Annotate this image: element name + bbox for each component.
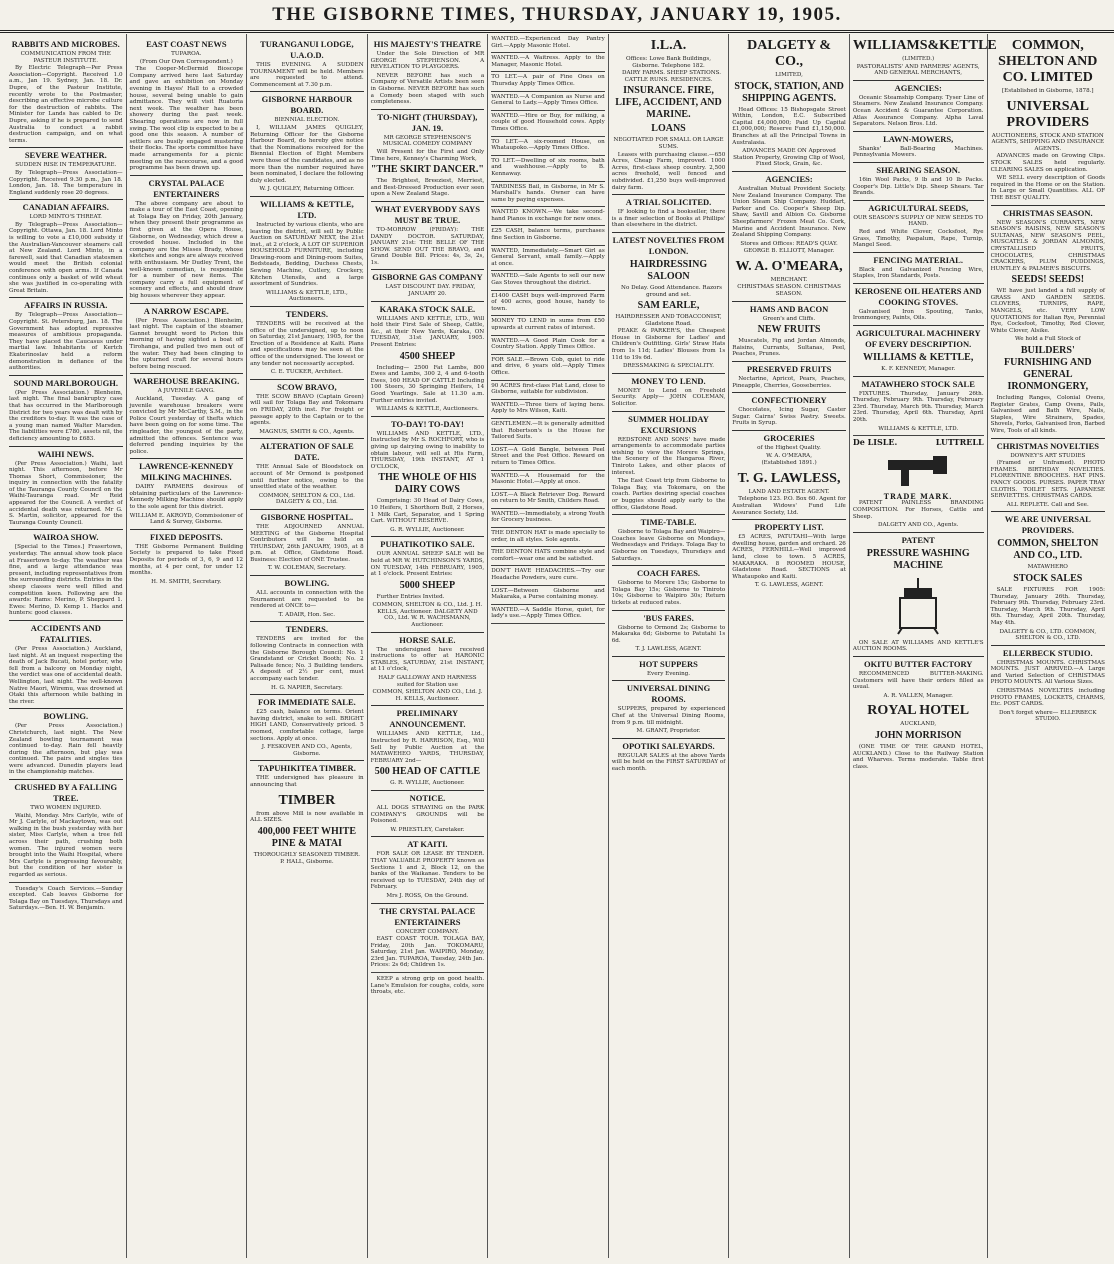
branding-composition: PATENT PAINLESS BRANDING COMPOSITION. For Horses, Cattle and Sheep. [852,500,984,520]
classified-ad: WANTED KNOWN.—We take second-hand Pianos in exchange for new ones. [491,207,605,226]
headline-weather: SEVERE WEATHER. [9,147,123,161]
headline-scow: SCOW BRAVO, [250,379,364,393]
subhead-tuparoa: TUPAROA. [171,51,202,57]
dalgety-advances: ADVANCES MADE ON Approved Station Property, Growing Clip of Wool, Fixed Stock, Grain, &c. [733,148,846,168]
ad-karaka-2: Including— 2500 Fat Lambs, 800 Ewes and Lambs, 300 2, 4 and 6-tooth Ewes, 160 HEAD OF CATTLE Including 100 Steers, 30 Springing Heifers, 14 Good Yearlings. Sale at 11.30 a.m. Further entries invited. [370,364,485,404]
headline-accidents: ACCIDENTS AND FATALITIES. [9,620,123,645]
ellerbeck-sign: Don't forget where— ELLERBECK STUDIO. [999,709,1097,723]
headline-property-list: PROPERTY LIST. [732,519,846,533]
headline-lodge: TURANGANUI LODGE, U.A.O.D. [260,39,354,60]
headline-today: TO-DAY! TO-DAY! [371,416,485,430]
pressure-washing: PRESSURE WASHING MACHINE [866,547,970,571]
classified-ad: £1400 CASH buys well-improved Farm of 400 acres, good house, handy to town. [491,291,605,317]
headline-bus-fares: 'BUS FARES. [612,610,726,624]
sign-alteration: COMMON, SHELTON & CO., Ltd. DALGETY & CO., Ltd. [258,492,355,506]
ad-wk-furniture: Instructed by various clients, who are leaving the district, will sell by Public Auction on SATURDAY NEXT, the 21st inst., at 2 o'clock, A LOT OF SUPERIOR HOUSEHOLD FURNITURE, including Drawing-room and Dining-room Suites, Bedsteads, Bedding, Duchess Chests, Sewing Machine, Cutlery, Crockery, Kitchen Utensils, and a large assortment of Sundries. [250,221,364,288]
classified-ad: £25 CASH, balance terms, purchases fine Section in Gisborne. [491,226,605,245]
headline-trial: A TRIAL SOLICITED. [612,194,726,208]
ironmongery-list: Including Ranges, Colonial Ovens, Register Grates, Camp Ovens, Pails, Galvanised and Bath Wire, Nails, Staples, Wire Strainers, Spades, Shovels, Forks, Galvanised Iron, Barbed Wire, Tools of all kinds. [990,395,1105,434]
dalgety-stores: Stores and Offices: READ'S QUAY. [740,240,838,247]
ad-today: WILLIAMS AND KETTLE, LTD., Instructed by Mr S. ROCHFORT, who is giving up dairying owing to inability to obtain labour, will sell at His Farm, THURSDAY, 19th INSTANT, AT 1 O'CLOCK, [370,430,485,470]
ad-summer: REDSTONE AND SONS' have made arrangements to accommodate parties wishing to view the Morere Springs, the Scenery of the Hangaroa River, Tiniroto Lakes, and other places of interest. [611,436,726,476]
headline-shearing: SHEARING SEASON. [853,162,984,176]
stock-sales-list: SALE FIXTURES FOR 1905: Thursday, January 26th. Thursday, February 9th. Thursday, February 23rd. Thursday, March 9th. Thursday, April 6th. Thursday, April 20th. Thursday, May 4th. [990,586,1105,626]
classified-ad: WANTED.—A Good Plain Cook for a Country Station. Apply Times Office. [491,336,605,355]
classified-ad: LOST.—Between Gisborne and Makaraka, a Purse containing money. [491,586,605,605]
headline-narrow-escape: A NARROW ESCAPE. [130,303,244,317]
subhead-hot-suppers: Every Evening. [646,670,691,677]
headline-preliminary: PRELIMINARY ANNOUNCEMENT. [371,705,485,730]
wk-limited: (LIMITED.) [902,56,935,62]
headline-agri-machinery: AGRICULTURAL MACHINERY OF EVERY DESCRIPTION. [853,325,984,350]
headline-dalgety-agencies: AGENCIES: [732,171,846,185]
newspaper-title: THE GISBORNE TIMES, THURSDAY, JANUARY 19, 1905. [272,4,842,25]
cs-advances: ADVANCES made on Growing Clips. STOCK SALES held regularly. CLEARING SALES on application. [990,153,1105,173]
ellerbeck-text-2: CHRISTMAS NOVELTIES including PHOTO FRAMES, LOCKETS, CHARMS, Etc. POST CARDS. [990,688,1105,708]
article-rabbits: By Electric Telegraph—Per Press Association—Copyright. Received 1.0 a.m., Jan 19. Sydney, Jan. 18. Dr. Dupre, of the Pasteur Institute, recently wrote to the Postmaster, describing an effective microbe culture for the destruction of rabbits. The Minister for Lands has cabled to Dr. Dupre, asking if he is prepared to send Australia to conduct a rabbit destruction campaign, and on what terms. [9,65,123,144]
ad-crystal-tour: EAST COAST TOUR. TOLAGA BAY, Friday, 20th Jan. TOKOMARU, Saturday, 21st Jan. WAIPIRO, Monday, 23rd Jan. TUPAROA, Tuesday, 24th Jan. Prices: 2s 6d; Children 1s. [370,936,485,969]
notice-hospital: THE ADJOURNED ANNUAL MEETING of the Gisborne Hospital Contributors will be held on THURSDAY, 26th JANUARY, 1905, at 8 p.m. at Office, Gladstone Road. Business: Election of ONE Trustee. [250,523,364,563]
headline-immediate-sale: FOR IMMEDIATE SALE. [250,694,364,708]
headline-christmas-season: CHRISTMAS SEASON. [991,205,1105,219]
headline-seeds: SEEDS! SEEDS! [1011,274,1085,286]
headline-wk-agencies: AGENCIES: [853,80,984,94]
headline-horse-sale: HORSE SALE. [371,632,485,646]
sign-harbour: W. J. QUIGLEY, Returning Officer. [259,186,355,193]
wk-manager: K. F. KENNEDY, Manager. [881,366,956,373]
headline-hams: HAMS AND BACON [732,301,846,315]
headline-confectionery: CONFECTIONERY [732,392,846,406]
article-crystal-palace: The above company are about to make a tour of the East Coast, opening at Tolaga Bay on Friday, 20th January, when they present their programme as first given at the Opera House, Gisborne, on Wednesday, which drew a crowded house. Included in the company are the Misses Brady, whose sketches and songs are always received with enthusiasm. Mr Dudley Trent, the well-known comedian, is responsible for a number of new items. The company carry a full equipment of scenery and effects, and should draw big houses wherever they appear. [129,200,244,299]
classified-ad: WANTED, Immediately.—Smart Girl as General Servant, small family.—Apply at once. [491,246,605,272]
classified-ad: TO LET.—A six-roomed House, on Whataupoko.—Apply Times Office. [491,137,605,156]
dalgety-limited: LIMITED, [775,72,803,78]
bus-fares: Gisborne to Ormond 2s; Gisborne to Makaraka 6d; Gisborne to Patutahi 1s 6d. [611,624,726,644]
headline-milking: LAWRENCE-KENNEDY MILKING MACHINES. [130,458,244,483]
headline-russia: AFFAIRS IN RUSSIA. [9,297,123,311]
omeara-sign: W. A. O'MEARA, [766,452,813,459]
headline-theatre: HIS MAJESTY'S THEATRE [373,39,482,49]
ad-milking-sign: WILLIAM E. AKROYD, Commissioner of Land & Survey, Gisborne. [129,512,243,526]
subhead-company: MR GEORGE STEPHENSON'S MUSICAL COMEDY COMPANY [382,134,473,148]
ad-theatre: Under the Sole Direction of MR GEORGE STEPHENSON. A REVELATION TO PLAYGOERS. [370,51,485,71]
ad-horse-sale: The undersigned have received instructions to offer at HARONIC STABLES, SATURDAY, 21st INSTANT, at 11 o'clock, [370,646,485,673]
headline-stock-sales: STOCK SALES [1013,572,1083,584]
classified-ad: THE DENTON HATS combine style and comfort—wear one and be satisfied. [491,547,605,566]
classified-ad: DON'T HAVE HEADACHES.—Try our Headache Powders, sure cure. [491,566,605,585]
headline-marlborough: SOUND MARLBOROUGH. [9,375,123,389]
ad-sam-earle: SAM EARLE, [637,300,700,312]
sign-kaiti: Mrs J. ROSS, On the Ground. [386,892,469,899]
new-fruits-text: Muscatels, Fig and Jordan Almonds, Raisins, Currants, Sultanas, Peel, Peaches, Prunes. [732,338,846,358]
matawhero-wk: FIXTURES. Thursday, January 26th. Thursday, February 9th. Thursday, February 23rd. Thursday, March 9th. Thursday, March 23rd. Thursday, April 6th. Thursday, April 20th. [852,390,984,424]
coach-fares: Gisborne to Morere 15s; Gisborne to Tolaga Bay 15s; Gisborne to Tiniroto 10s; Gisborne to Waipiro 30s; Return tickets at reduced rates. [611,580,726,606]
seeds-text: WE have just landed a full supply of GRASS AND GARDEN SEEDS. CLOVERS, TURNIPS, RAPE, MANGELS, etc. VERY LOW QUOTATIONS for Italian Rye, Perennial Rye, Cocksfoot, Timothy, Red Clover, White Clover, Alsike. [990,288,1105,334]
headline-everybody: WHAT EVERYBODY SAYS MUST BE TRUE. [371,201,485,226]
novelties-list: (Framed or Unframed). PHOTO FRAMES. BIRTHDAY NOVELTIES. FLORENTINE BROOCHES. HAT PINS. FANCY GOODS. PURSES. PAPER TRAY CLOTHS. TOILET SETS. JAPANESE SERVIETTES. CHRISTMAS CARDS. [990,460,1105,500]
ad-dressmaking: DRESSMAKING & SPECIALITY. [623,363,715,370]
stock-sales-sign: DALGETY & CO., LTD. COMMON, SHELTON & CO., LTD. [999,628,1097,642]
article-russia: By Telegraph—Press Association—Copyright. St. Petersburg, Jan. 18. The Government has adopted repressive measures of ambitious propaganda. They have placed the Caucasus under martial law. Inhabitants of Kertch Ekaterinoslav held a reform demonstration in defiance of the authorities. [9,312,123,372]
classified-ad: TO LET.—Dwelling of six rooms, bath and washhouse.—Apply to B. Kennaway. [491,156,605,182]
sign-immediate-sale: J. FESKOVER AND CO., Agents, Gisborne. [261,744,353,757]
headline-dining: UNIVERSAL DINING ROOMS. [612,680,726,705]
classified-ad: THE DENTON HAT is made specially to order, in all styles. Sole agents. [491,528,605,547]
brand-ila: I.L.A. [650,38,687,53]
classified-ad: LOST.—A Black Retriever Dog. Reward on return to Mr Smith, Childers Road. [491,490,605,509]
cs-name-2: COMMON, SHELTON AND CO., LTD. [997,538,1099,562]
ad-fixed-deposits: THE Gisborne Permanent Building Society is prepared to take Fixed Deposits for periods of 3, 6, 9 and 12 months, at 4 per cent, for under 12 months. [129,543,244,577]
subhead-crushed: TWO WOMEN INJURED. [30,805,102,812]
ad-today-2: Comprising: 30 Head of Dairy Cows, 10 Heifers, 1 Shorthorn Bull, 2 Horses, 1 Milk Cart, Separator, and 1 Spring Cart. WITHOUT RESERVE. [370,498,485,525]
sign-puha: COMMON, SHELTON & CO., Ltd. J. H. KELLS, Auctioneer. DALGETY AND CO., Ltd. W. R. WACHSMANN, Auctioneer. [372,602,483,629]
downey-studies: DOWNEY'S ART STUDIES [1010,452,1086,459]
headline-preserved: PRESERVED FRUITS [732,361,846,375]
groceries-text: of the Highest Quality. [757,445,821,451]
ila-negotiated: NEGOTIATED FOR SMALL OR LARGE SUMS. [613,137,724,150]
headline-tenders: TENDERS. [250,306,364,320]
column-6 [609,34,730,1258]
headline-groceries: GROCERIES [732,430,846,444]
christmas-list: NEW SEASON'S CURRANTS, NEW SEASON'S RAISINS, NEW SEASON'S SULTANAS, NEW SEASON'S PEEL, MUSCATELS & JORDAN ALMONDS, CRYSTALLISED FRUITS, CHOCOLATES, CHRISTMAS CRACKERS, PLUM PUDDINGS, HUNTLEY & PALMER'S BISCUITS. [990,219,1105,272]
headline-christmas-novelties: CHRISTMAS NOVELTIES [991,438,1105,452]
brand-williams-kettle: WILLIAMS&KETTLE [852,38,997,53]
sign-dining: M. GRANT, Proprietor. [636,728,701,735]
headline-gas: GISBORNE GAS COMPANY [371,269,485,283]
headline-canadian: CANADIAN AFFAIRS. [9,199,123,213]
universal-providers: UNIVERSAL PROVIDERS [1006,98,1090,130]
ad-puha-sheep: 5000 SHEEP [399,579,456,591]
lawless-sub: LAND AND ESTATE AGENT. [748,488,830,495]
full-stock: We hold a Full Stock of [1014,336,1081,343]
column-5 [488,34,609,1258]
ad-everybody: TO-MORROW (FRIDAY): THE DANDY DOCTOR. SATURDAY, JANUARY 21st: THE BELLE OF THE SHOW. SEND OUT THE BRAVO, and Grand Double Bill. Prices: 4s, 3s, 2s, 1s. [370,226,485,266]
delisle-label: De LISLE. [852,437,898,448]
sign-tenders-2: H. G. NAPIER, Secretary. [271,684,343,691]
ad-tonight-2: The Brightest, Breeziest, Merriest, and Best-Dressed Production ever seen upon a New Zealand Stage. [370,178,485,198]
timetable: Gisborne to Tolaga Bay and Waipiro—Coaches leave Gisborne on Mondays, Wednesdays and Fridays. Tolaga Bay to Gisborne on Tuesdays, Thursdays and Saturdays. [611,529,726,562]
subhead-rabbits: COMMUNICATION FROM THE PASTEUR INSTITUTE. [20,51,111,64]
brand-lawless: T. G. LAWLESS, [737,470,841,486]
classified-ad: WANTED.—A Waitress. Apply to the Manager, Masonic Hotel. [491,53,605,72]
article-accidents: (Per Press Association.) Auckland, last night. At an inquest respecting the death of Jack Bucati, hotel porter, who fell from a balcony on Monday night, the verdict was one of accidental death. Wellington, last night. The well-known Native Maori, Wiremu, was drowned at Otaki this afternoon while bathing in the river. [9,645,123,705]
headline-tenders-2: TENDERS. [250,621,364,635]
sign-dogs: W. PRIESTLEY, Caretaker. [390,826,465,833]
divider [9,882,123,883]
article-wairoa-show: [Special to the Times.] Frasertown, yesterday. The annual show took place at Frasertown to-day. The weather was fine, and a large attendance was present, including representatives from the surrounding districts. Entries in the sheep classes were well filled and competition keen. Following are the awards: Rams: Merino, P. Sheppard 1. Ewes: Merino, D. Kemp 1. Hacks and hunters: good classes. [9,544,123,617]
ad-preliminary: WILLIAMS AND KETTLE, Ltd., Instructed by R. HARRISON, Esq., Will Sell by Public Auction at the MATAWEHEO YARDS, THURSDAY, FEBRUARY 2nd— [370,731,485,764]
notice-alteration: THE Annual Sale of Bloodstock on account of Mr Ormond is postponed until further notice, owing to the unsettled state of the weather. [250,464,364,491]
ad-dining: SUPPERS, prepared by experienced Chef at the Universal Dining Rooms, from 9 p.m. till midnight. [611,706,726,726]
classified-ad: WANTED.—Experienced Day Pantry Girl.—Apply Masonic Hotel. [491,34,605,53]
shearing: 16in Wool Packs, 9 lb and 10 lb Packs. Cooper's Dip. Little's Dip. Sheep Shears. Tar Brands. [852,176,984,197]
classified-ad: 90 ACRES first-class Flat Land, close to Gisborne, suitable for subdivision. [491,381,605,400]
dalgety-agencies: Australian Mutual Provident Society. New Zealand Insurance Company. The Union Steam Ship Company. Huddart, Parker and Co. Cooper's Sheep Dip. Shaw, Savill and Albion Co. Gisborne Sheepfarmers' Frozen Meat Co. Cork, Marine and Accident Insurance. New Zealand Shipping Company. [732,185,846,239]
lawless-established: (Established 1891.) [761,460,817,467]
sign-preliminary: G. R. WYLLIE, Auctioneer. [390,780,465,787]
column-3 [247,34,368,1258]
notice-dogs: ALL DOGS STRAYING on the PARK COMPANY'S GROUNDS will be Poisoned. [370,804,485,825]
royal-proprietor: JOHN MORRISON [875,729,962,741]
headline-alteration: ALTERATION OF SALE DATE. [250,438,364,463]
ad-peake-parker: PEAKE & PARKER'S, the Cheapest House in Gisborne for Ladies' and Children's Outfitting. Girls' Straw Hats from 1s 11d; Ladies' Blouses from 1s 11d to 19s 6d. [611,328,726,361]
article-waihi: (Per Press Association.) Waihi, last night. This afternoon, before Mr Thomas Short, Commissioner, the inquiry in connection with the fatality of the Tauranga County Council on the Waihi-Tauranga road. Mr Reid appeared for the Council. A verdict of accidental death was returned. Mr G. S. Martin, solicitor, appeared for the Tauranga County Council. [9,460,123,526]
ellerbeck-text: CHRISTMAS MOUNTS. CHRISTMAS MOUNTS. JUST ARRIVED.—A Large and Varied Selection of CHRISTMAS PHOTO MOUNTS. All Various Sizes. [990,659,1105,686]
article-narrow-escape: (Per Press Association.) Blenheim, last night. The captain of the steamer Gannet brought word to Picton this morning of having sighted a boat off Tirohanga, and pulled two men out of the water. They had been clinging to the upturned craft for several hours before being rescued. [129,317,244,370]
newspaper-page [6,34,1108,1258]
headline-patent: PATENT [853,532,984,546]
headline-notice: NOTICE. [371,790,485,804]
classified-ad: GENTLEMEN.—It is generally admitted that Robertson's is the House for Tailored Suits. [491,419,605,445]
headline-bowling-notice: BOWLING. [250,575,364,589]
headline-okitu: OKITU BUTTER FACTORY [853,656,984,670]
ad-karaka: WILLIAMS AND KETTLE, LTD., Will hold their First Sale of Sheep, Cattle, &c., at their New Yards, Karaka, ON TUESDAY, 31st JANUARY, 1905. Present Entries: [370,315,485,349]
classified-ads [491,34,605,624]
wk-name-2: WILLIAMS & KETTLE, [863,352,974,364]
column-2 [127,34,248,1258]
column-9 [988,34,1108,1258]
ad-hairdressing: HAIRDRESSING SALOON [629,258,708,282]
headline-latest: LATEST NOVELTIES FROM LONDON. [612,232,726,257]
sign-hospital: T. W. COLEMAN, Secretary. [267,565,346,572]
brand-royal-hotel: ROYAL HOTEL [867,703,970,719]
headline-ellerbeck: ELLERBECK STUDIO. [991,645,1105,659]
headline-bowling: BOWLING. [9,708,123,722]
luttrell-label: LUTTRELL [935,437,984,448]
notice-bowling: ALL accounts in connection with the Tournament are requested to be rendered at ONCE to— [250,590,364,610]
ad-timber-seasoned: THOROUGHLY SEASONED TIMBER. [253,851,361,858]
ad-timber-intro: THE undersigned has pleasure in announcing that [250,775,364,788]
classified-ad: WANTED.—A Companion as Nurse and General to Lady.—Apply Times Office. [491,92,605,111]
dalgety-manager: GEORGE B. ELLIOTT, Manager. [743,248,835,255]
headline-wk-furniture: WILLIAMS & KETTLE, LTD. [250,196,364,221]
agri-seeds-sub: OUR SEASON'S SUPPLY OF NEW SEEDS TO HAND. [853,214,984,228]
article-crushed: Waihi, Monday. Mrs Carlyle, wife of Mr J. Carlyle, of Mackaytown, was out walking in the bush yesterday with her sister, Miss Carlyle, when a tree fell across their path, crushing both women. The injured women were brought into the Waihi Hospital, where Mrs Carlyle is progressing favourably, but the condition of her sister is regarded as serious. [9,812,123,878]
fencing: Black and Galvanized Fencing Wire, Staples, Iron Standards, Posts. [852,266,984,280]
headline-opotiki: OPOTIKI SALEYARDS. [612,738,726,752]
notice-scow: THE SCOW BRAVO (Captain Green) will sail for Tolaga Bay and Tokomaru on FRIDAY, 20th inst. For freight or passage apply to the Captain or to the agents. [250,393,364,427]
headline-fencing: FENCING MATERIAL. [853,252,984,266]
ad-tonight: Will Present for the First and Only Time here, Kenney's Charming Work, [370,148,485,162]
sign-wk-furniture: WILLIAMS & KETTLE, LTD., Auctioneers. [265,289,348,303]
article-marlborough: (Per Press Association.) Blenheim, last night. The final bankruptcy case that has occurred in the Marlborough District for two years was dealt with by the creditors to-day. It was the case of a young man named Walter Marsden. The liabilities were £780, assets nil, the deficiency amounting to £683. [9,389,123,442]
headline-crystal-palace: CRYSTAL PALACE ENTERTAINERS [130,175,244,200]
cs-agents: AUCTIONEERS, STOCK AND STATION AGENTS, SHIPPING AND INSURANCE AGENTS. [991,132,1105,152]
lawn-mowers: Shanks' Ball-Bearing Machines. Pennsylvania Mowers. [852,145,984,159]
ad-kaiti: FOR SALE OR LEASE BY TENDER. THAT VALUABLE PROPERTY known as Sections 1 and 2, Block 12, on the banks of the Waikanae. Tenders to be received up to TUESDAY, 24th day of February. [370,851,485,891]
article-bowling: (Per Press Association.) Christchurch, last night. The New Zealand bowling tournament was continued to-day. Rain fell heavily during the afternoon, but play was continued. The pairs and singles ties were advanced. Dunedin players lead in the championship matches. [9,723,123,776]
ad-puhatikotiko: OUR ANNUAL SHEEP SALE will be held at MR W. HUTCHINSON'S YARDS, ON TUESDAY, 14th FEBRUARY, 1905, at 1 o'clock. Present Entries: [370,551,485,578]
headline-kaiti: AT KAITI. [371,836,485,850]
okitu-text: RECOMMENCED BUTTER-MAKING. Customers will have their orders filled as usual. [852,670,984,691]
notice-tenders-2: TENDERS are invited for the following Contracts in connection with the Gisborne Borough Council: No. 1 Grandstand or Cricket Booth; No. 2 Palisade fence; No. 3 Building tenders. A deposit of 2½ per cent, must accompany each tender. [250,636,364,682]
headline-warehouse: WAREHOUSE BREAKING. [130,373,244,387]
cs-we-sell: WE SELL every description of Goods required in the Home or on the Station. In Large or Small Quantities. ALL OF THE BEST QUALITY. [990,175,1105,201]
article-tuparoa: The Cooper-McDermid Bioscope Company arrived here last Saturday and gave an exhibition on Monday evening in Hayes' Hall to a crowded house, several being unable to gain admittance. They will visit Ruatoria next week. The weather has been showery during the past week. Shearing operations are now in full swing. The wool clip is expected to be a good one this season. A number of settlers are busily engaged mustering their flocks. The sports committee have made arrangements for a picnic meeting on the racecourse, and a good programme has been drawn up. [129,66,244,172]
ad-money: MONEY to Lend on Freehold Security. Apply— JOHN COLEMAN, Solicitor. [611,387,726,408]
column-8 [850,34,997,1258]
headline-kerosene: KEROSENE OIL HEATERS AND COOKING STOVES. [853,283,984,308]
ad-opotiki: REGULAR SALES at the above Yards will be held on the FIRST SATURDAY of each month. [611,752,726,773]
ad-timber-feet: 400,000 FEET WHITE PINE & MATAI [257,825,356,849]
trade-mark-icon [883,450,953,490]
sign-karaka: WILLIAMS & KETTLE, Auctioneers. [376,406,479,413]
property-sign: T. G. LAWLESS, AGENT. [754,582,824,589]
sign-timber: P. HALL, Gisborne. [280,859,334,866]
article-warehouse: Auckland, Tuesday. A gang of juvenile warehouse breakers were convicted by Mr McCarthy, S.M., in the Police Court yesterday of thefts which have been going on for some time. The ringleader, the youngest of the party, admitted the offences. Sentence was deferred pending inquiries by the police. [129,395,244,455]
headline-wairoa-show: WAIROA SHOW. [9,529,123,543]
ila-loans: LOANS [651,123,686,135]
classified-ad: WANTED.—Immediately, a strong Youth for Grocery business. [491,509,605,528]
brand-common-shelton: COMMON, SHELTON AND CO. LIMITED [998,38,1098,85]
sign-lawless: T. J. LAWLESS, AGENT. [635,646,702,653]
headline-puhatikotiko: PUHATIKOTIKO SALE. [371,536,485,550]
headline-coach-fares: COACH FARES. [612,565,726,579]
ad-timber-big: TIMBER [278,792,336,808]
headline-crushed: CRUSHED BY A FALLING TREE. [9,779,123,804]
headline-fixed-deposits: FIXED DEPOSITS. [130,529,244,543]
property-list: £5 ACRES, PATUTAHI—With large dwelling house, garden and orchard. 26 ACRES, FERNHILL—Well improved land, close to town. 5 ACRES, MAKARAKA. 8 ROOMED HOUSE, Gladstone Road. SECTIONS at Whataupoko and Kaiti. [732,534,846,580]
headline-hospital: GISBORNE HOSPITAL. [250,509,364,523]
ila-offices: Offices: Lowe Bank Buildings, Gisborne. Telephone 182. [626,56,711,69]
branding-sign: DALGETY AND CO., Agents. [877,522,959,529]
ila-properties: Leases with purchasing clause.—650 Acres, Cheap Farm, improved. 1000 Acres, first-class sheep country. 2,500 acres freehold, well fenced and subdivided. £1,250 buys well-improved dairy farm. [611,151,726,191]
notice-harbour: I, WILLIAM JAMES QUIGLEY, Returning Officer for the Gisborne Harbour Board, do hereby give notice that the Nominations received for the Biennial Election of Eight Members were those of the candidates, and as no more than the number required have been nominated, I declare the following duly elected. [250,124,364,184]
classified-ad: TO LET.—A pair of Fine Ones on Thursday Apply Times Office. [491,72,605,91]
subhead-canadian: LORD MINTO'S THREAT. [29,214,102,221]
classified-ad: WANTED.—Sale Agents to sell our new Gas Stoves throughout the district. [491,271,605,290]
matawhero-wk-sign: WILLIAMS & KETTLE, LTD. [878,425,959,432]
ad-cattle: 500 HEAD OF CATTLE [374,766,481,778]
lawless-text: Telephone 123. P.O. Box 60. Agent for Australian Widows' Fund Life Assurance Society, Ltd. [732,496,846,516]
cs-established: [Established in Gisborne, 1878.] [1001,88,1094,94]
ad-skirt-dancer: "THE SKIRT DANCER." [370,164,484,176]
headline-summer: SUMMER HOLIDAY EXCURSIONS [612,411,726,436]
headline-karaka: KARAKA STOCK SALE. [371,301,485,315]
ila-insurance: INSURANCE. FIRE, LIFE, ACCIDENT, AND MARINE. [615,85,722,121]
masthead [0,0,1114,33]
headline-agri-seeds: AGRICULTURAL SEEDS, [853,200,984,214]
headline-lawn-mowers: LAWN-MOWERS, [853,131,984,145]
column-1 [6,34,127,1258]
ad-hairdressing-text: No Delay. Good Attendance. Razors ground and set. [621,284,722,298]
ad-immediate-sale: £25 cash, balance on terms. Orient having district, snake to sell. BRIGHT HIGH LAND, Conservatively priced. 5 roomed, comfortable cottage, large sections. Apply at once. [250,709,364,742]
divider [371,972,485,973]
subhead-warehouse: A JUVENILE GANG. [157,388,215,395]
sign-today: G. R. WYLLIE, Auctioneer. [390,526,465,533]
subhead-correspondent: (From Our Own Correspondent.) [139,58,233,65]
ad-theatre-2: NEVER BEFORE has such a Company of Versatile Artists been seen in Gisborne. NEVER BEFORE has such a Comedy been staged with such completeness. [370,72,485,106]
royal-text: (ONE TIME OF THE GRAND HOTEL, AUCKLAND.) Close to the Railway Station and Wharves. Terms moderate. Table first class. [852,743,984,770]
omeara-merchant: MERCHANT. [770,276,808,283]
wk-agencies: Oceanic Steamship Company. Tyser Line of Steamers. New Zealand Insurance Company. Ocean Accident & Guarantee Corporation. Atlas Assurance Company. Alpha Laval Separators. Nelson Bros. Ltd. [852,94,984,128]
agri-seeds: Red and White Clover, Cocksfoot, Rye Grass, Timothy, Paspalum, Rape, Turnip, Mangel Seed. [852,228,984,249]
classified-ad: WANTED.—A Saddle Horse, quiet, for lady's use.—Apply Times Office. [491,605,605,624]
ad-puha-2: Further Entries Invited. [376,593,445,600]
builders-ironmongery: BUILDERS' FURNISHING AND GENERAL IRONMONGERY, [1004,345,1092,393]
ad-karaka-sheep: 4500 SHEEP [399,350,456,362]
headline-harbour: GISBORNE HARBOUR BOARD. [250,91,364,116]
article-canadian: By Telegraph—Press Association—Copyright. Ottawa, Jan. 18. Lord Minto is willing to vote a £10,000 subsidy if the Australian-Vancouver steamers call at New Zealand. Lord Minto, in a farewell, said that Canadian statesmen would meet the British colonial conference with open arms. If Canada continues only a basket of wild wheat she was justified in co-operating with Great Britain. [9,221,123,294]
preserved-text: Nectarine, Apricot, Pears, Peaches, Pineapple, Cherries, Gooseberries. [732,376,846,389]
column-7 [729,34,850,1258]
ad-trial: IF looking to find a bookseller, there is a finer selection of Books at Phillips' than elsewhere in the district. [611,209,726,229]
kerosene: Galvanised Iron Spouting, Tanks, Ironmongery, Paints, Oils. [852,308,984,322]
ad-milking: DAIRY FARMERS desirous of obtaining particulars of the Lawrence-Kennedy Milking Machine should apply to the sole agent for this district. [129,484,244,511]
trade-mark-label: TRADE MARK. [883,491,953,501]
subhead-harbour: BIENNIAL ELECTION. [274,117,340,124]
sign-horse-sale: COMMON, SHELTON AND CO., Ltd. J. H. KELLS, Auctioneer. [372,689,483,702]
headline-money: MONEY TO LEND. [612,373,726,387]
dalgety-agents: STOCK, STATION, AND SHIPPING AGENTS. [734,80,844,104]
headline-timetable: TIME-TABLE. [612,514,726,528]
ad-summer-2: The East Coast trip from Gisborne to Tolaga Bay, via Tokomaru, on the coach. Parties desiring special coaches or buggies should apply early to the office, Gladstone Road. [611,478,726,511]
headline-east-coast: EAST COAST NEWS [146,39,227,49]
notice-coach: Tuesday's Coach Services.—Sunday excepted. Cab leaves Gisborne for Tolaga Bay on Tuesdays, Thursdays and Saturdays.—Ben. H. W. Benjamin. [9,885,123,912]
headline-tonight: TO-NIGHT (THURSDAY), JAN. 19. [371,109,485,134]
headline-matawhero-wk: MATAWHERO STOCK SALE [853,376,984,390]
sign-bowling: T. ADAIR, Hon. Sec. [278,611,336,618]
subhead-weather: SUDDEN RISE IN TEMPERATURE. [15,162,117,169]
classified-ad: MONEY TO LEND in sums from £50 upwards at current rates of interest. [491,316,605,335]
column-4 [368,34,489,1258]
notice-tenders: TENDERS will be received at the office of the undersigned, up to noon on Saturday, 21st January, 1905, for the Erection of a Residence at Kaiti. Plans and specifications may be seen at the office of the undersigned. The lowest or any tender not necessarily accepted. [250,321,364,367]
ad-lanes-emulsion: KEEP a strong grip on good health. Lane's Emulsion for coughs, colds, sore throats, etc. [370,976,485,996]
notice-gas: LAST DISCOUNT DAY. FRIDAY, JANUARY 20. [385,284,476,298]
new-fruits: NEW FRUITS [757,324,821,336]
classified-ad: LOST.—A Gold Bangle, between Peel Street and the Post Office. Reward on return to Times Office. [491,445,605,471]
pressure-washing-text: ON SALE AT WILLIAMS AND KETTLE'S AUCTION ROOMS. [852,639,984,653]
divider [853,435,984,436]
notice-lodge: THIS EVENING. A SUDDEN TOURNAMENT will be held. Members are requested to attend. Commencement at 7.30 p.m. [250,62,364,88]
okitu-sign: A. R. VALLEN, Manager. [883,692,953,699]
hams-text: Green's and Cliffs. [762,315,816,322]
omeara-christmas: CHRISTMAS SEASON. CHRISTMAS SEASON. [737,284,841,298]
headline-waihi: WAIHI NEWS. [9,446,123,460]
matawhero-label: MATAWHERO [1027,564,1068,571]
washing-machine-icon [888,576,948,636]
ila-list: DAIRY FARMS. SHEEP STATIONS. CATTLE RUNS. RESIDENCES. [621,70,722,83]
headline-hot-suppers: HOT SUPPERS [612,656,726,670]
ad-horse-galloway: HALF GALLOWAY AND HARNESS suited for Station use [378,675,477,688]
headline-timber: TAPUHIKITEA TIMBER. [250,760,364,774]
classified-ad: TARDINESS Bail, in Gisborne, in Mr S. Marshall's hands. Owner can have same by paying expenses. [491,182,605,208]
classified-ad: WANTED.—Hire or Buy, for milking, a couple of good Household cows. Apply Times Office. [491,111,605,137]
subhead-crystal-tour: CONCERT COMPANY. [395,928,460,935]
classified-ad: WANTED.—Three tiers of laying hens. Apply to Mrs Wilson, Kaiti. [491,400,605,419]
novelties-call: ALL REPLETE. Call and See. [1006,501,1089,508]
confectionery-text: Chocolates, Icing Sugar, Caster Sugar. Cairns' Swiss Pastry. Sweets. Fruits in Syrup. [732,407,846,427]
royal-auckland: AUCKLAND, [900,721,937,728]
brand-dalgety: DALGETY & CO., [747,38,831,69]
classified-ad: WANTED.—A Housemaid for the Masonic Hotel.—Apply at once. [491,471,605,490]
headline-universal-2: WE ARE UNIVERSAL PROVIDERS. [991,511,1105,536]
ad-timber-text: from above Mill is now available in ALL SIZES. [250,810,364,824]
wk-agents: PASTORALISTS' AND FARMERS' AGENTS, AND GENERAL MERCHANTS, [856,63,980,77]
sign-scow: MAGNUS, SMITH & CO., Agents. [259,428,355,435]
sign-tenders: C. E. TUCKER, Architect. [270,369,343,376]
classified-ad: FOR SALE.—Brown Cob, quiet to ride and drive, 6 years old.—Apply Times Office. [491,355,605,381]
article-weather: By Telegraph—Press Association—Copyright. Received 9.30 p.m., Jan 18. London, Jan. 18. The temperature in England suddenly rose 20 degrees. [9,169,123,196]
ad-sam-earle-sub: HAIRDRESSER AND TOBACCONIST, Gladstone Road. [615,314,722,327]
dalgety-capital: Head Offices: 15 Bishopsgate Street Within, London, E.C. Subscribed Capital £4,000,000; Paid Up Capital £1,000,000; Reserve Fund £1,150,000. Branches at all the Principal Towns in Australasia. [732,106,846,146]
headline-crystal-tour: THE CRYSTAL PALACE ENTERTAINERS [371,903,485,928]
ad-dairy-cows: THE WHOLE OF HIS DAIRY COWS [378,472,477,496]
ad-fixed-deposits-sign: H. M. SMITH, Secretary. [151,578,222,585]
brand-omeara: W. A. O'MEARA, [735,258,843,274]
headline-rabbits: RABBITS AND MICROBES. [11,39,120,49]
